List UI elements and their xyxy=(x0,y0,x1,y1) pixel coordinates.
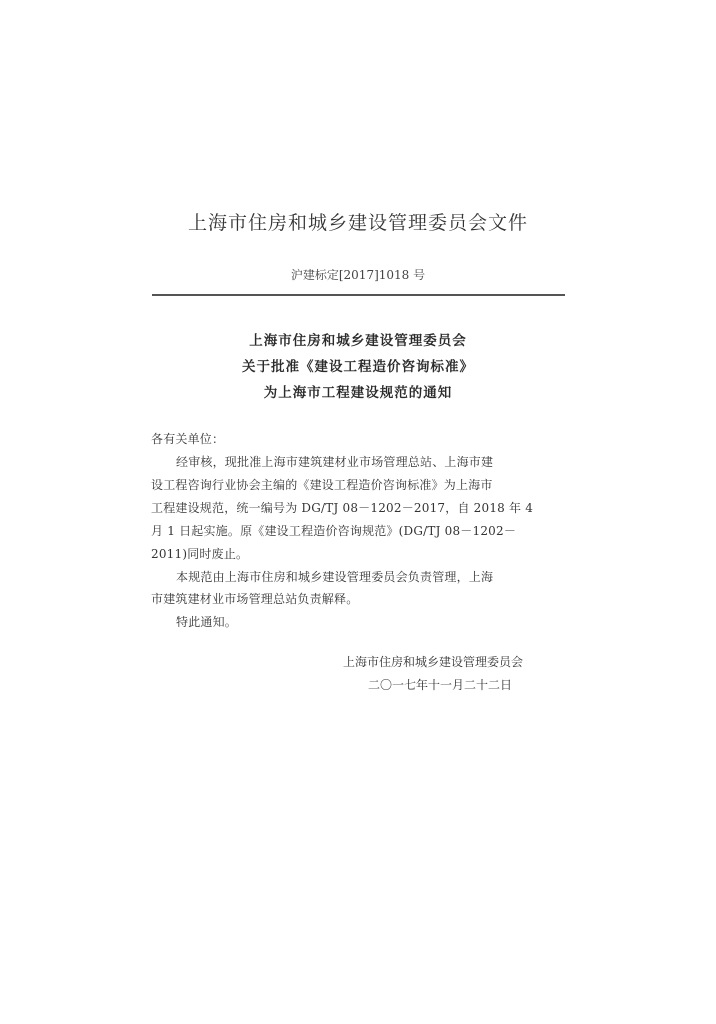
issuer-title: 上海市住房和城乡建设管理委员会文件 xyxy=(187,212,528,234)
body-line: 2011)同时废止。 xyxy=(151,547,249,561)
body-line: 设工程咨询行业协会主编的《建设工程造价咨询标准》为上海市 xyxy=(151,478,493,492)
header-divider xyxy=(152,294,565,296)
salutation: 各有关单位： xyxy=(151,432,225,446)
body-line: 本规范由上海市住房和城乡建设管理委员会负责管理，上海 xyxy=(176,570,494,584)
body-line: 市建筑建材业市场管理总站负责解释。 xyxy=(151,592,359,606)
body-line: 工程建设规范，统一编号为 DG/TJ 08－1202－2017，自 2018 年 4 xyxy=(151,501,534,515)
signature-date: 二〇一七年十一月二十二日 xyxy=(368,678,513,692)
notice-title-line-3: 为上海市工程建设规范的通知 xyxy=(263,385,453,401)
notice-title-line-1: 上海市住房和城乡建设管理委员会 xyxy=(249,333,467,349)
body-line: 月 1 日起实施。原《建设工程造价咨询规范》(DG/TJ 08－1202－ xyxy=(151,524,517,538)
closing-remark: 特此通知。 xyxy=(176,615,238,629)
body-line: 经审核，现批准上海市建筑建材业市场管理总站、上海市建 xyxy=(176,455,494,469)
signature-organization: 上海市住房和城乡建设管理委员会 xyxy=(343,655,524,669)
notice-title-line-2: 关于批准《建设工程造价咨询标准》 xyxy=(242,359,474,375)
document-number: 沪建标定[2017]1018 号 xyxy=(290,268,426,282)
